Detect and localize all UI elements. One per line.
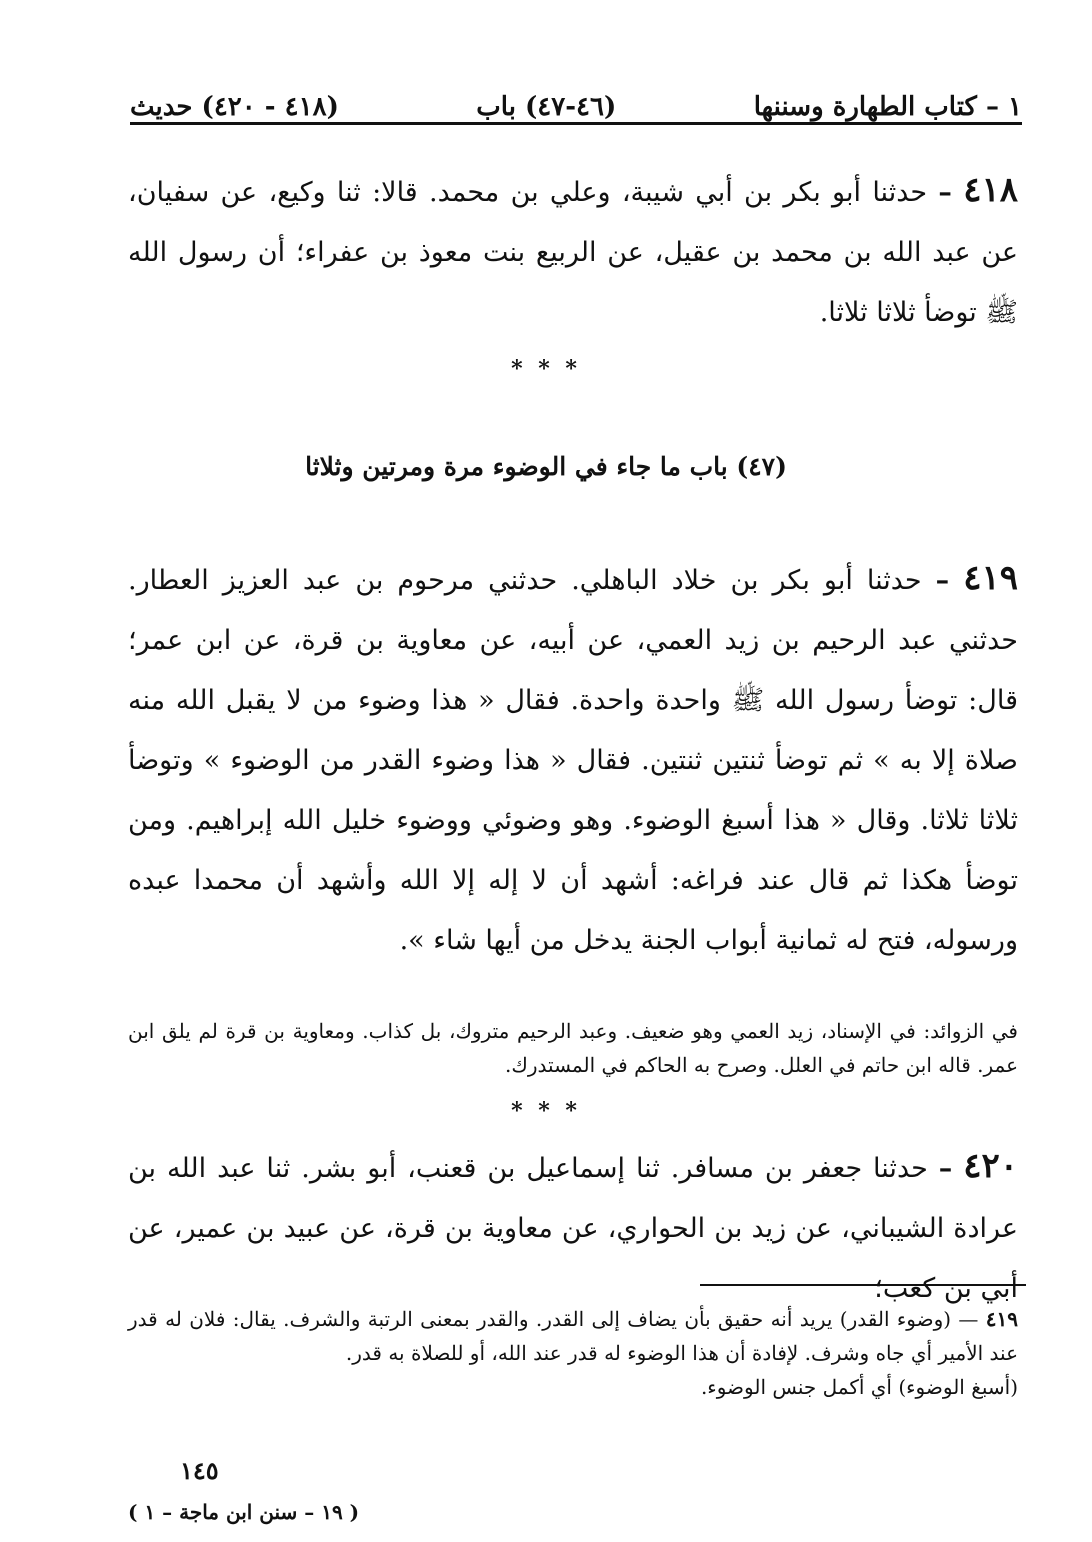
- footnote-line: (أسبغ الوضوء) أي أكمل جنس الوضوء.: [700, 1375, 1018, 1399]
- hadith-number: ٤٢٠: [963, 1146, 1018, 1186]
- footnote-rule: [700, 1284, 1026, 1286]
- hadith-dash: –: [935, 565, 950, 596]
- zawaid-note: في الزوائد: في الإسناد، زيد العمي وهو ضعيف. وعبد الرحيم متروك، بل كذاب. ومعاوية بن قرة لم يلق ابن عمر. قاله ابن حاتم في العلل. وصرح به الحاكم في المستدرك.: [128, 1019, 1018, 1077]
- footnotes: [128, 1302, 1018, 1404]
- section-separator: * * *: [511, 1098, 581, 1124]
- footnote-dash: —: [958, 1307, 979, 1331]
- hadith-419: [128, 548, 1018, 971]
- header-book-title: ١ – كتاب الطهارة وسننها: [753, 92, 1022, 122]
- hadith-dash: –: [938, 1153, 953, 1184]
- hadith-dash: –: [938, 177, 952, 208]
- header-rule: [130, 122, 1022, 125]
- header-hadith-range: (٤١٨ - ٤٢٠) حديث: [130, 92, 339, 122]
- hadith-number: ٤١٨: [963, 170, 1018, 210]
- hadith-text: حدثنا جعفر بن مسافر. ثنا إسماعيل بن قعنب، أبو بشر. ثنا عبد الله بن عرادة الشيباني، عن زيد بن الحواري، عن معاوية بن قرة، عن عبيد بن عمير، عن أبي بن كعب؛: [128, 1153, 1018, 1304]
- hadith-number: ٤١٩: [963, 558, 1018, 598]
- hadith-text: حدثنا أبو بكر بن أبي شيبة، وعلي بن محمد. قالا: ثنا وكيع، عن سفيان، عن عبد الله بن محمد بن عقيل، عن الربيع بنت معوذ بن عفراء؛ أن رسول الله ﷺ توضأ ثلاثا ثلاثا.: [128, 177, 1018, 328]
- hadith-420: [128, 1136, 1018, 1319]
- section-separator: * * *: [511, 356, 581, 382]
- hadith-text: حدثنا أبو بكر بن خلاد الباهلي. حدثني مرحوم بن عبد العزيز العطار. حدثني عبد الرحيم بن زيد العمي، عن أبيه، عن معاوية بن قرة، عن ابن عمر؛ قال: توضأ رسول الله ﷺ واحدة واحدة. فقال « هذا وضوء من لا يقبل الله منه صلاة إلا به » ثم توضأ ثنتين ثنتين. فقال « هذا وضوء القدر من الوضوء » وتوضأ ثلاثا ثلاثا. وقال « هذا أسبغ الوضوء. وهو وضوئي ووضوء خليل الله إبراهيم. ومن توضأ هكذا ثم قال عند فراغه: أشهد أن لا إله إلا الله وأشهد أن محمدا عبده ورسوله، فتح له ثمانية أبواب الجنة يدخل من أيها شاء ».: [128, 565, 1018, 956]
- footnote-line: [128, 1302, 1018, 1370]
- header-chapter-range: (٤٦-٤٧) باب: [476, 92, 617, 122]
- printer-signature: ( ١٩ – سنن ابن ماجة – ١ ): [128, 1500, 360, 1524]
- running-header: [130, 78, 1022, 122]
- page-number: ١٤٥: [180, 1456, 219, 1485]
- chapter-heading: (٤٧) باب ما جاء في الوضوء مرة ومرتين وثلاثا: [305, 452, 787, 481]
- footnote-number: ٤١٩: [985, 1307, 1018, 1331]
- hadith-418: [128, 160, 1018, 343]
- footnote-text: (وضوء القدر) يريد أنه حقيق بأن يضاف إلى القدر. والقدر بمعنى الرتبة والشرف. يقال: فلان له قدر عند الأمير أي جاه وشرف. لإفادة أن هذا الوضوء له قدر عند الله، أو للصلاة به قدر.: [128, 1307, 1018, 1365]
